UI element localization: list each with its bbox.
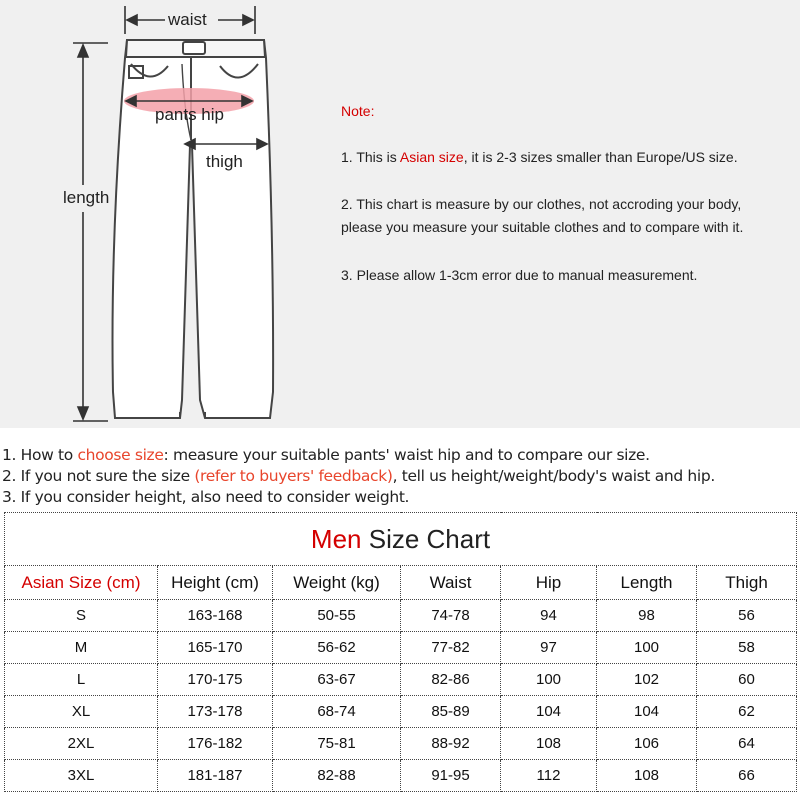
length-label: length: [63, 188, 110, 207]
cell-weight: 82-88: [273, 760, 401, 792]
header-thigh: Thigh: [697, 566, 797, 600]
cell-hip: 108: [501, 728, 597, 760]
cell-hip: 100: [501, 664, 597, 696]
cell-weight: 56-62: [273, 632, 401, 664]
cell-thigh: 60: [697, 664, 797, 696]
cell-height: 176-182: [158, 728, 273, 760]
title-rest: Size Chart: [361, 523, 491, 554]
cell-length: 106: [597, 728, 697, 760]
size-chart-body: [5, 600, 797, 792]
header-waist: Waist: [401, 566, 501, 600]
cell-size: S: [5, 600, 158, 632]
note-item-2-line2: please you measure your suitable clothes and to compare with it.: [341, 219, 744, 235]
tip-2-highlight: (refer to buyers' feedback): [194, 467, 393, 485]
cell-weight: 75-81: [273, 728, 401, 760]
tip-3: [2, 487, 715, 508]
waist-label: waist: [168, 10, 207, 29]
note-title: Note:: [341, 103, 375, 119]
cell-thigh: 62: [697, 696, 797, 728]
cell-weight: 63-67: [273, 664, 401, 696]
table-row: [5, 696, 797, 728]
note-item-1: [341, 146, 738, 169]
cell-height: 173-178: [158, 696, 273, 728]
cell-length: 104: [597, 696, 697, 728]
length-arrow: [73, 43, 108, 421]
cell-thigh: 66: [697, 760, 797, 792]
note-item-3: [341, 264, 697, 287]
tip-1-rest: : measure your suitable pants' waist hip and to compare our size.: [163, 446, 650, 464]
cell-hip: 97: [501, 632, 597, 664]
note-asian-size: Asian size: [399, 149, 464, 165]
size-tips: [2, 445, 715, 508]
cell-height: 170-175: [158, 664, 273, 696]
tip-1-text: 1. How to: [2, 446, 78, 464]
cell-waist: 85-89: [401, 696, 501, 728]
cell-size: 3XL: [5, 760, 158, 792]
header-hip: Hip: [501, 566, 597, 600]
title-men: Men: [310, 523, 362, 554]
note-item-2-line1: 2. This chart is measure by our clothes, not accroding your body,: [341, 196, 742, 212]
thigh-label: thigh: [206, 152, 243, 171]
cell-height: 165-170: [158, 632, 273, 664]
size-chart-table: [4, 512, 797, 792]
table-row: [5, 760, 797, 792]
cell-size: M: [5, 632, 158, 664]
cell-thigh: 58: [697, 632, 797, 664]
size-chart-title: [5, 513, 797, 566]
cell-length: 100: [597, 632, 697, 664]
tip-3-text: 3. If you consider height, also need to consider weight.: [2, 488, 410, 506]
size-chart-title-row: [5, 513, 797, 566]
cell-height: 181-187: [158, 760, 273, 792]
note-item-3-text: 3. Please allow 1-3cm error due to manual measurement.: [341, 267, 698, 283]
tip-2-rest: , tell us height/weight/body's waist and hip.: [392, 467, 715, 485]
table-row: [5, 728, 797, 760]
note-item-1-rest: , it is 2-3 sizes smaller than Europe/US size.: [463, 149, 738, 165]
cell-waist: 77-82: [401, 632, 501, 664]
cell-waist: 82-86: [401, 664, 501, 696]
cell-length: 108: [597, 760, 697, 792]
cell-waist: 88-92: [401, 728, 501, 760]
cell-size: XL: [5, 696, 158, 728]
header-height: Height (cm): [158, 566, 273, 600]
cell-length: 102: [597, 664, 697, 696]
tip-2-text: 2. If you not sure the size: [2, 467, 195, 485]
cell-hip: 104: [501, 696, 597, 728]
cell-waist: 74-78: [401, 600, 501, 632]
header-weight: Weight (kg): [273, 566, 401, 600]
cell-size: 2XL: [5, 728, 158, 760]
cell-length: 98: [597, 600, 697, 632]
tip-1-highlight: choose size: [77, 446, 164, 464]
size-chart-header-row: [5, 566, 797, 600]
header-length: Length: [597, 566, 697, 600]
cell-weight: 68-74: [273, 696, 401, 728]
note-item-1-text: 1. This is: [341, 149, 400, 165]
cell-hip: 112: [501, 760, 597, 792]
header-asian-size: Asian Size (cm): [5, 566, 158, 600]
cell-height: 163-168: [158, 600, 273, 632]
tip-1: [2, 445, 715, 466]
pants-hip-label: pants hip: [155, 105, 224, 124]
cell-weight: 50-55: [273, 600, 401, 632]
note-item-2: [341, 193, 743, 239]
table-row: [5, 664, 797, 696]
tip-2: [2, 466, 715, 487]
cell-size: L: [5, 664, 158, 696]
pants-diagram: [0, 0, 300, 428]
cell-hip: 94: [501, 600, 597, 632]
cell-thigh: 64: [697, 728, 797, 760]
cell-thigh: 56: [697, 600, 797, 632]
table-row: [5, 600, 797, 632]
cell-waist: 91-95: [401, 760, 501, 792]
table-row: [5, 632, 797, 664]
